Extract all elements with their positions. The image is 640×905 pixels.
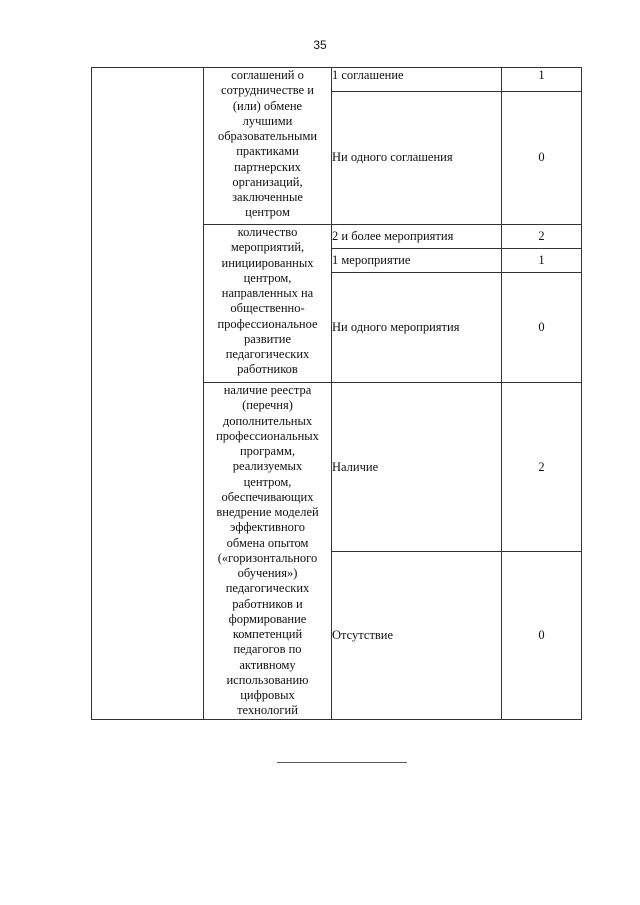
indicator-line: инициированных [221, 255, 314, 270]
indicator-line: работников и [232, 596, 303, 611]
indicator-line: центром, [243, 474, 292, 489]
criterion-score: 1 [502, 249, 582, 273]
criterion-score: 1 [502, 68, 582, 92]
indicator-line: педагогов по [233, 642, 302, 657]
section-cell-empty [92, 68, 204, 720]
criterion-text: Ни одного соглашения [332, 92, 502, 225]
indicator-line: центром, [243, 270, 292, 285]
criterion-score: 0 [502, 92, 582, 225]
indicator-line: педагогических [225, 347, 310, 361]
indicator-line: формирование [228, 611, 307, 626]
indicator-line: педагогических [225, 581, 310, 596]
indicator-line: сотрудничестве и [221, 83, 314, 98]
criterion-text: Ни одного мероприятия [332, 273, 502, 383]
indicator-line: программ, [239, 444, 296, 458]
criterion-text: Отсутствие [332, 552, 502, 719]
criterion-text: 2 и более мероприятия [332, 225, 502, 249]
indicator-line: работников [237, 362, 298, 377]
page-number: 35 [313, 38, 327, 52]
indicator-cell [204, 383, 332, 720]
criteria-table [91, 67, 582, 720]
indicator-cell [204, 225, 332, 383]
indicator-line: организаций, [232, 174, 303, 189]
indicator-line: обеспечивающих [221, 489, 314, 504]
indicator-line: развитие [243, 331, 292, 346]
criterion-score: 2 [502, 225, 582, 249]
indicator-line: цифровых [240, 688, 295, 702]
indicator-line: внедрение моделей [216, 505, 319, 519]
indicator-line: образовательными [217, 129, 318, 143]
indicator-line: использованию [226, 672, 309, 687]
indicator-line: реализуемых [232, 459, 303, 474]
indicator-line: технологий [237, 703, 298, 718]
indicator-line: дополнительных [222, 413, 313, 428]
indicator-line: профессиональных [216, 428, 319, 443]
criterion-text: 1 мероприятие [332, 249, 502, 273]
criterion-score: 0 [502, 552, 582, 719]
indicator-line: направленных на [221, 286, 314, 300]
indicator-line: общественно- [230, 301, 305, 316]
indicator-line: активному [239, 657, 296, 672]
indicator-line: заключенные [232, 190, 303, 204]
indicator-line: обмена опытом [226, 535, 309, 550]
indicator-line: профессиональное [217, 316, 318, 331]
indicator-line: обучения») [237, 566, 298, 580]
indicator-cell [204, 68, 332, 225]
indicator-line: мероприятий, [230, 240, 305, 255]
indicator-line: лучшими [242, 113, 293, 128]
indicator-line: центром [245, 205, 290, 220]
indicator-line: (или) обмене [232, 98, 303, 113]
indicator-line: («горизонтального [217, 550, 318, 565]
indicator-line: практиками [236, 144, 299, 159]
indicator-line: партнерских [234, 159, 301, 174]
table-row [92, 68, 582, 92]
indicator-line: соглашений о [231, 68, 304, 82]
criterion-text: 1 соглашение [332, 68, 502, 92]
footer-divider [277, 762, 407, 763]
indicator-line: компетенций [232, 627, 303, 641]
indicator-line: (перечня) [242, 398, 293, 413]
indicator-line: эффективного [230, 520, 305, 535]
criterion-score: 2 [502, 383, 582, 552]
indicator-line: наличие реестра [223, 383, 312, 397]
criterion-text: Наличие [332, 383, 502, 552]
criterion-score: 0 [502, 273, 582, 383]
indicator-line: количество [237, 225, 298, 239]
